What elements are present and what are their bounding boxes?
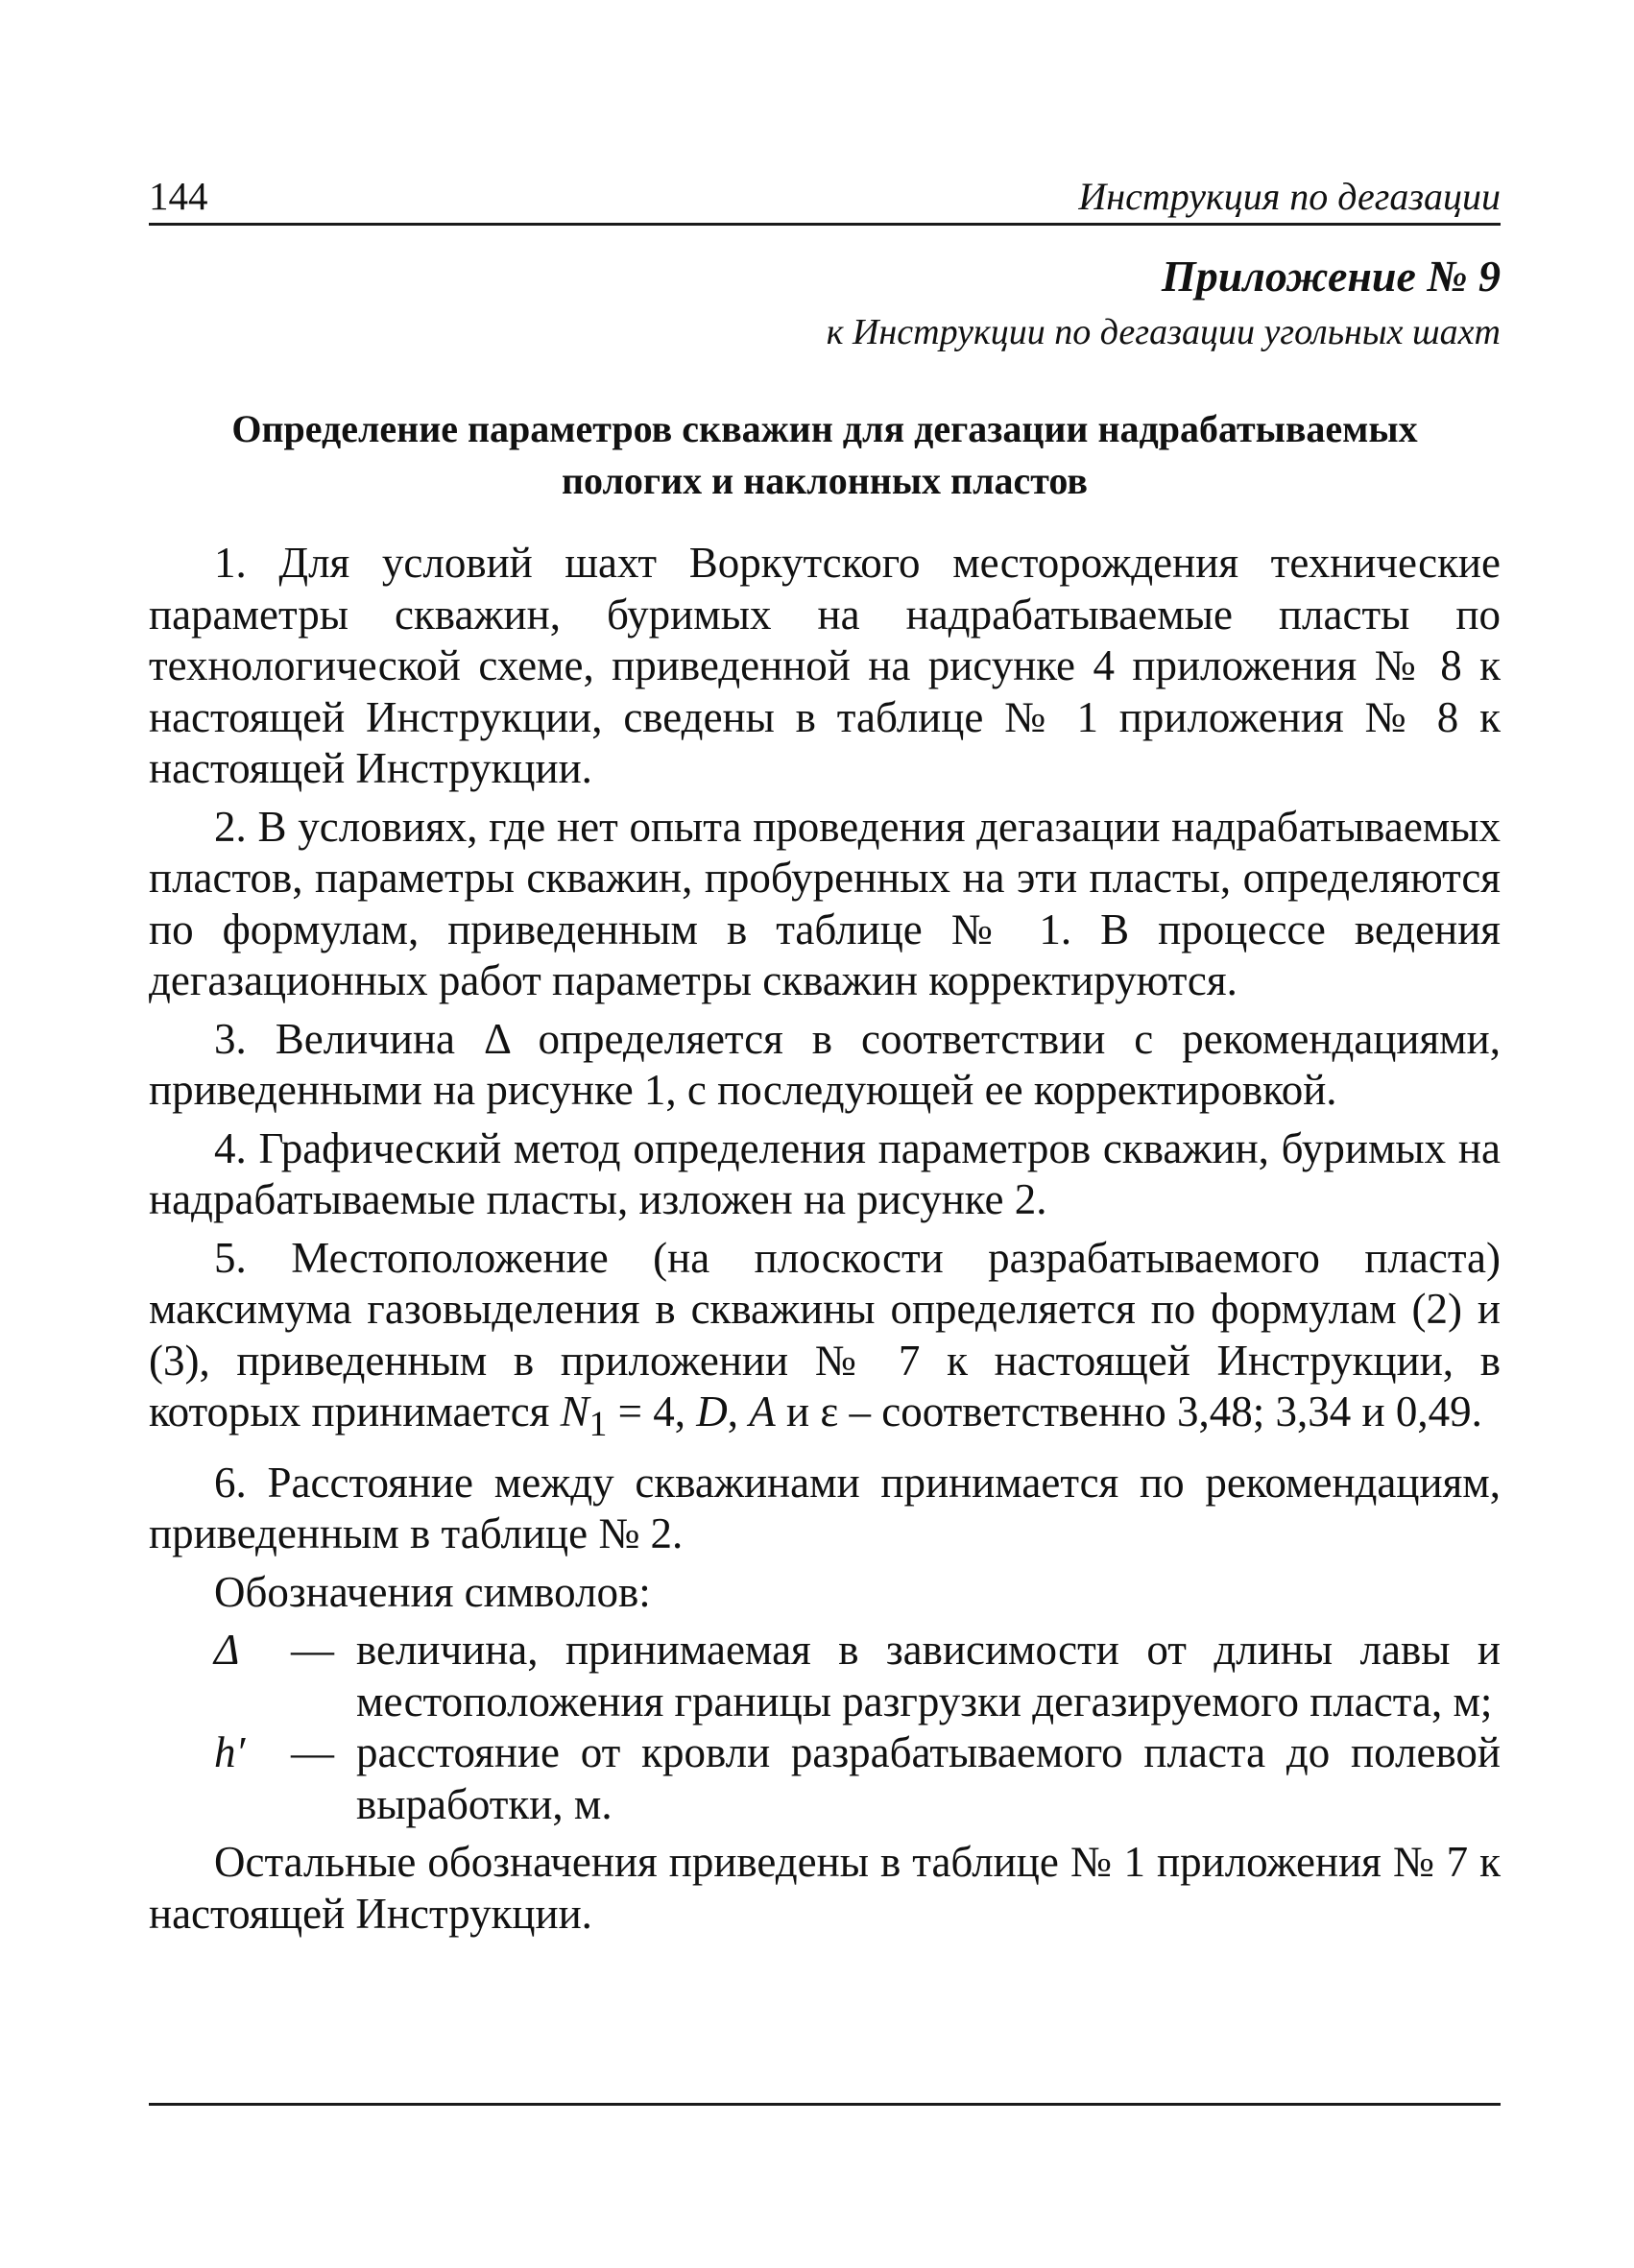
a-symbol: A [749, 1387, 776, 1436]
appendix-subtitle: к Инструкции по дегазации угольных шахт [826, 312, 1501, 352]
paragraph-5-end: и ε – соответственно 3,48; 3,34 и 0,49. [775, 1387, 1482, 1436]
closing-paragraph: Остальные обозначения приведены в таблице № 1 приложения № 7 к настоящей Инструкции. [149, 1838, 1501, 1938]
legend-text: расстояние от кровли разрабатываемого пласта до полевой выработки, м. [356, 1728, 1501, 1828]
paragraph-1: 1. Для условий шахт Воркутского месторождения технические параметры скважин, буримых на надрабатываемые пласты по технологической схеме, приведенной на рисунке 4 приложения № 8 к настоящей Инструкции, сведены в таблице № 1 приложения № 8 к настоящей Инструкции. [149, 539, 1501, 792]
appendix-title: Приложение № 9 [1161, 252, 1501, 301]
legend-item-delta [149, 1625, 1501, 1727]
legend-symbol: Δ [214, 1626, 240, 1674]
page-header [149, 173, 1501, 226]
legend-item-h-prime [149, 1727, 1501, 1830]
page-number: 144 [149, 174, 208, 218]
appendix-block [827, 247, 1501, 358]
legend-dash: — [291, 1728, 334, 1776]
paragraph-5-middle: = 4, [607, 1387, 697, 1436]
legend-symbol: h′ [214, 1728, 246, 1776]
paragraph-5-start: 5. Местоположение (на плоскости разрабатываемого пласта) максимума газовыделения в скважины определяется по формулам (2) и (3), приведенным в приложении № 7 к настоящей Инструкции, в которых принимается [149, 1233, 1501, 1436]
body-text [149, 538, 1501, 1946]
paragraph-2: 2. В условиях, где нет опыта проведения дегазации надрабатываемых пластов, параметры скважин, пробуренных на эти пласты, определяются по формулам, приведенным в таблице № 1. В процессе ведения дегазационных работ параметры скважин корректируются. [149, 802, 1501, 1004]
legend-heading: Обозначения символов: [214, 1567, 651, 1616]
d-symbol: D [696, 1387, 728, 1436]
paragraph-5 [149, 1233, 1501, 1451]
n-subscript: 1 [589, 1405, 608, 1444]
running-title: Инструкция по дегазации [1078, 175, 1501, 218]
legend-text: величина, принимаемая в зависимости от длины лавы и местоположения границы разгрузки дегазируемого пласта, м; [356, 1626, 1501, 1725]
paragraph-4: 4. Графический метод определения параметров скважин, буримых на надрабатываемые пласты, изложен на рисунке 2. [149, 1123, 1501, 1223]
bottom-rule [149, 2103, 1501, 2106]
document-title-line-2: пологих и наклонных пластов [561, 459, 1089, 502]
paragraph-6: 6. Расстояние между скважинами принимается по рекомендациям, приведенным в таблице № 2. [149, 1458, 1501, 1557]
document-title-line-1: Определение параметров скважин для дегазации надрабатываемых [231, 407, 1418, 450]
document-title [149, 403, 1501, 507]
legend-dash: — [291, 1626, 334, 1674]
paragraph-3: 3. Величина Δ определяется в соответствии с рекомендациями, приведенными на рисунке 1, с последующей ее корректировкой. [149, 1014, 1501, 1114]
paragraph-5-comma: , [727, 1387, 750, 1436]
n-symbol: N [560, 1387, 589, 1436]
